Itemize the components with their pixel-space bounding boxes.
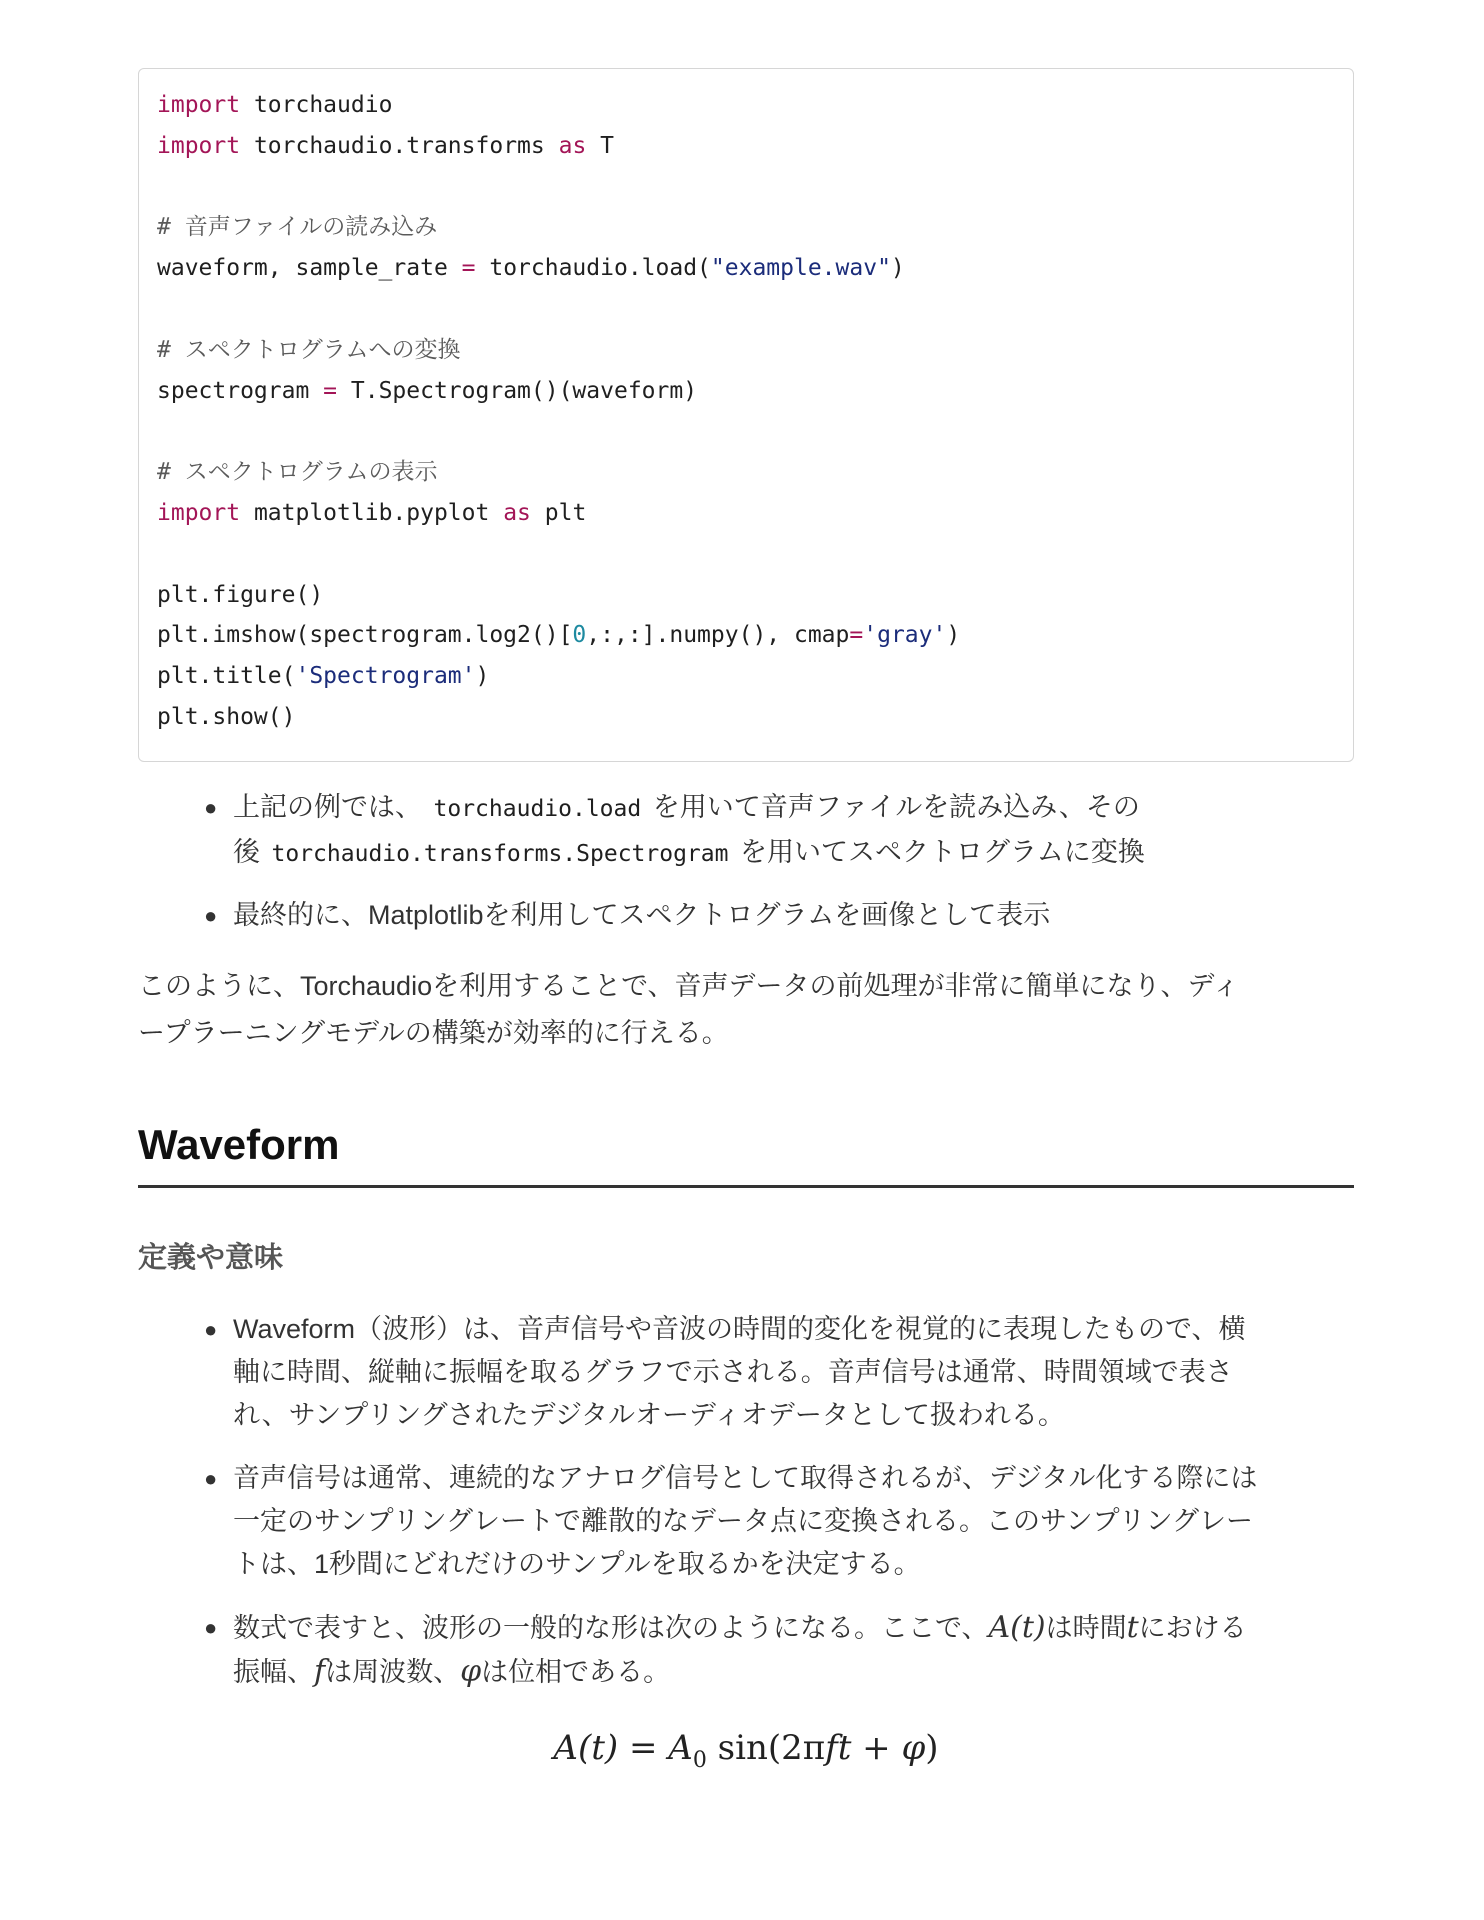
list-item-text: Waveform（波形）は、音声信号や音波の時間的変化を視覚的に表現したもので、横 軸に時間、縦軸に振幅を取るグラフで示される。音声信号は通常、時間領域で表さ れ、サンプリングされたデジタルオーディオデータとして扱われる。 — [233, 1314, 1246, 1430]
code-token: torchaudio — [240, 92, 393, 118]
list-item — [138, 1457, 1354, 1586]
code-token: import — [157, 92, 241, 118]
code-token: matplotlib.pyplot — [240, 499, 504, 526]
code-token: = — [849, 622, 864, 649]
code-blank-line — [157, 289, 1335, 330]
code-token: = — [461, 255, 476, 282]
code-token: # スペクトログラムの表示 — [157, 459, 438, 486]
code-token: import — [157, 132, 241, 159]
math-inline: f — [314, 1654, 326, 1689]
summary-paragraph: このように、Torchaudioを利用することで、音声データの前処理が非常に簡単になり、ディ ープラーニングモデルの構築が効率的に行える。 — [138, 971, 1240, 1048]
usage-bullet-list — [138, 786, 1354, 937]
code-token: plt.imshow(spectrogram.log2()[ — [157, 622, 573, 649]
math-inline: A(t) — [988, 1610, 1046, 1645]
code-token: 0 — [572, 622, 587, 649]
code-line — [157, 615, 1335, 656]
list-item-text: 数式で表すと、波形の一般的な形は次のようになる。ここで、A(t)は時間tにおける 振幅、fは周波数、φは位相である。 — [233, 1610, 1247, 1689]
list-item-text: 上記の例では、 torchaudio.load を用いて音声ファイルを読み込み、その 後 torchaudio.transforms.Spectrogram を用いてスペクトログラムに変換 — [233, 792, 1145, 867]
code-token: ,:,:].numpy(), cmap — [586, 622, 850, 649]
code-token: ) — [946, 622, 961, 649]
bullet-icon: ● — [204, 903, 218, 928]
code-token: spectrogram — [157, 377, 324, 404]
list-item — [138, 1308, 1354, 1437]
waveform-formula: $A(t) = A_0$ sin(2πft + φ) — [553, 1728, 939, 1773]
code-token: torchaudio.load( — [475, 255, 711, 282]
code-token: ) — [475, 663, 490, 690]
code-line — [157, 330, 1335, 371]
bullet-icon: ● — [204, 1615, 218, 1640]
code-token: T — [586, 132, 614, 159]
code-line — [157, 493, 1335, 534]
code-token: plt.figure() — [157, 581, 324, 608]
code-block — [138, 68, 1354, 762]
document-page — [138, 68, 1354, 1785]
list-item — [138, 1606, 1354, 1694]
code-token: # スペクトログラムへの変換 — [157, 336, 461, 363]
code-line — [157, 697, 1335, 738]
subsection-heading: 定義や意味 — [138, 1242, 284, 1274]
code-token: plt.title( — [157, 663, 296, 690]
bullet-icon: ● — [204, 795, 218, 820]
code-blank-line — [157, 411, 1335, 452]
code-line — [157, 248, 1335, 289]
inline-code: torchaudio.transforms.Spectrogram — [271, 841, 729, 867]
math-inline: t — [1126, 1610, 1139, 1645]
code-token: T.Spectrogram()(waveform) — [337, 377, 698, 404]
code-token: as — [558, 132, 587, 159]
code-line — [157, 85, 1335, 126]
code-token: ) — [890, 255, 905, 282]
code-line — [157, 575, 1335, 616]
code-token: 'Spectrogram' — [295, 663, 476, 690]
list-item — [138, 894, 1354, 937]
code-token: as — [503, 499, 531, 526]
code-blank-line — [157, 167, 1335, 208]
code-line — [157, 656, 1335, 697]
inline-code: torchaudio.load — [433, 796, 642, 822]
code-token: = — [323, 377, 338, 404]
code-line — [157, 207, 1335, 248]
code-token: "example.wav" — [710, 255, 891, 282]
code-line — [157, 452, 1335, 493]
code-token: waveform, sample_rate — [157, 255, 462, 282]
code-token: plt — [530, 499, 587, 526]
code-token: import — [157, 499, 241, 526]
code-token: # 音声ファイルの読み込み — [157, 214, 438, 241]
code-token: 'gray' — [863, 622, 947, 649]
code-blank-line — [157, 534, 1335, 575]
bullet-icon: ● — [204, 1466, 218, 1491]
section-heading: Waveform — [138, 1121, 340, 1168]
list-item — [138, 786, 1354, 876]
code-line — [157, 371, 1335, 412]
list-item-text: 音声信号は通常、連続的なアナログ信号として取得されるが、デジタル化する際には 一定のサンプリングレートで離散的なデータ点に変換される。このサンプリングレー トは、1秒間にどれだけのサンプルを取るかを決定する。 — [233, 1463, 1258, 1579]
math-inline: φ — [460, 1654, 482, 1689]
definition-bullet-list — [138, 1308, 1354, 1694]
code-line — [157, 126, 1335, 167]
code-token: plt.show() — [157, 703, 296, 730]
bullet-icon: ● — [204, 1317, 218, 1342]
list-item-text: 最終的に、Matplotlibを利用してスペクトログラムを画像として表示 — [233, 900, 1051, 930]
code-token: torchaudio.transforms — [240, 132, 559, 159]
